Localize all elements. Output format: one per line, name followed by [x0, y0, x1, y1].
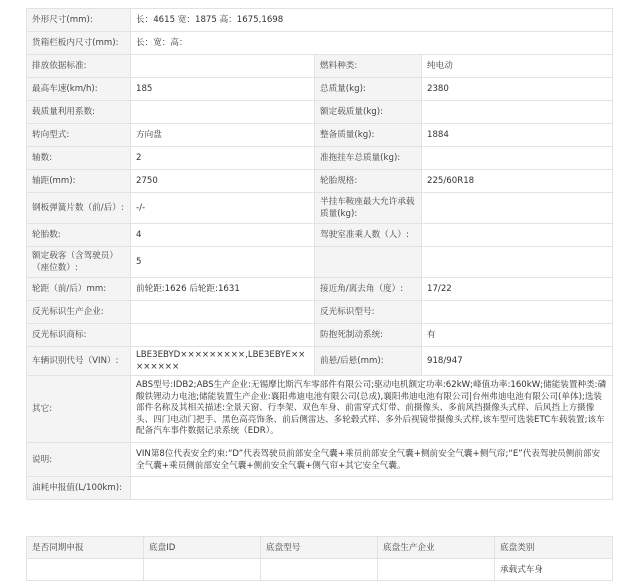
table-row	[27, 224, 613, 247]
field-value	[422, 301, 613, 324]
vehicle-parameter-table	[26, 8, 612, 500]
table-cell	[261, 559, 378, 581]
table-row	[27, 347, 613, 376]
table-row	[27, 278, 613, 301]
field-value: 前轮距:1626 后轮距:1631	[131, 278, 315, 301]
field-value: 有	[422, 324, 613, 347]
table-row	[27, 324, 613, 347]
column-header: 是否同期申报	[27, 537, 144, 559]
table-row	[27, 443, 613, 477]
field-value	[131, 477, 613, 500]
table-cell	[144, 559, 261, 581]
field-label: 防抱死制动系统:	[315, 324, 422, 347]
field-value	[422, 224, 613, 247]
field-value: VIN第8位代表安全约束:“D”代表驾驶员前部安全气囊+乘员前部安全气囊+侧前安全气囊+侧气帘;“E”代表驾驶员侧前部安全气囊+乘员侧前部安全气囊+侧前安全气囊+侧气帘+其它安全气囊。	[131, 443, 613, 477]
field-value: 185	[131, 78, 315, 101]
field-label: 钢板弹簧片数（前/后）:	[27, 193, 131, 224]
field-value: 5	[131, 247, 315, 278]
table-row	[27, 32, 613, 55]
field-value	[131, 301, 315, 324]
field-value: 225/60R18	[422, 170, 613, 193]
table-cell	[27, 559, 144, 581]
field-value	[422, 101, 613, 124]
table-row	[27, 124, 613, 147]
field-label: 反光标识型号:	[315, 301, 422, 324]
field-value: 长：宽：高：	[131, 32, 613, 55]
table-row	[27, 55, 613, 78]
field-label: 车辆识别代号（VIN）:	[27, 347, 131, 376]
table-header-row	[27, 537, 613, 559]
field-label: 燃料种类:	[315, 55, 422, 78]
field-value	[131, 55, 315, 78]
table-row	[27, 301, 613, 324]
field-value	[422, 247, 613, 278]
table-row	[27, 376, 613, 443]
field-value	[422, 193, 613, 224]
field-label: 说明:	[27, 443, 131, 477]
column-header: 底盘生产企业	[378, 537, 495, 559]
field-label: 总质量(kg):	[315, 78, 422, 101]
field-label: 反光标识生产企业:	[27, 301, 131, 324]
table-row	[27, 101, 613, 124]
field-label: 轴距(mm):	[27, 170, 131, 193]
field-label: 额定载客（含驾驶员）（座位数）:	[27, 247, 131, 278]
table-row	[27, 78, 613, 101]
table-row	[27, 9, 613, 32]
field-value: 2380	[422, 78, 613, 101]
field-label: 额定载质量(kg):	[315, 101, 422, 124]
field-label: 载质量利用系数:	[27, 101, 131, 124]
column-header: 底盘类别	[495, 537, 613, 559]
column-header: 底盘型号	[261, 537, 378, 559]
field-label: 轮距（前/后）mm:	[27, 278, 131, 301]
field-value: 长：4615 宽：1875 高：1675,1698	[131, 9, 613, 32]
field-label: 半挂车鞍座最大允许承载质量(kg):	[315, 193, 422, 224]
column-header: 底盘ID	[144, 537, 261, 559]
field-label: 驾驶室准乘人数（人）:	[315, 224, 422, 247]
field-value: 918/947	[422, 347, 613, 376]
field-label: 轮胎规格:	[315, 170, 422, 193]
table-row	[27, 170, 613, 193]
table-row	[27, 559, 613, 581]
field-value: 1884	[422, 124, 613, 147]
field-value: 17/22	[422, 278, 613, 301]
field-value	[131, 324, 315, 347]
field-value: ABS型号:IDB2;ABS生产企业:无锡摩比斯汽车零部件有限公司;驱动电机额定功率:62kW;峰值功率:160kW;储能装置种类:磷酸铁锂动力电池;储能装置生产企业:襄阳弗迪电池有限公司(总成),襄阳弗迪电池有限公司|台州弗迪电池有限公司(单体);选装部件名称及其相关描述:全景天窗、行李架、双色车身、前雷穿式灯带、前摄像头、多前风挡摄像头式样、后风挡上方摄像头、四门电动门把手、黑色高亮饰条、前后侧雷达、多轮毂式样、多外后视镜带摄像头式样,该车型可选装ETC车载装置;该车配备汽车事件数据记录系统（EDR）。	[131, 376, 613, 443]
field-value	[422, 147, 613, 170]
field-label: 其它:	[27, 376, 131, 443]
field-value: 4	[131, 224, 315, 247]
chassis-table	[26, 536, 612, 581]
table-row	[27, 477, 613, 500]
field-value: LBE3EBYD×××××××××,LBE3EBYE××××××××	[131, 347, 315, 376]
table-row	[27, 247, 613, 278]
field-label: 转向型式:	[27, 124, 131, 147]
field-label: 轴数:	[27, 147, 131, 170]
field-label: 最高车速(km/h):	[27, 78, 131, 101]
field-value: 2	[131, 147, 315, 170]
field-value: 2750	[131, 170, 315, 193]
field-label	[315, 247, 422, 278]
field-value: 方向盘	[131, 124, 315, 147]
field-label: 整备质量(kg):	[315, 124, 422, 147]
table-cell	[378, 559, 495, 581]
field-value: -/-	[131, 193, 315, 224]
field-label: 前悬/后悬(mm):	[315, 347, 422, 376]
field-label: 轮胎数:	[27, 224, 131, 247]
table-row	[27, 147, 613, 170]
table-row	[27, 193, 613, 224]
table-cell: 承载式车身	[495, 559, 613, 581]
field-value	[131, 101, 315, 124]
field-label: 排放依据标准:	[27, 55, 131, 78]
field-label: 反光标识商标:	[27, 324, 131, 347]
field-label: 准拖挂车总质量(kg):	[315, 147, 422, 170]
field-label: 油耗申报值(L/100km):	[27, 477, 131, 500]
field-label: 外形尺寸(mm):	[27, 9, 131, 32]
field-label: 接近角/离去角（度）:	[315, 278, 422, 301]
field-label: 货箱栏板内尺寸(mm):	[27, 32, 131, 55]
field-value: 纯电动	[422, 55, 613, 78]
